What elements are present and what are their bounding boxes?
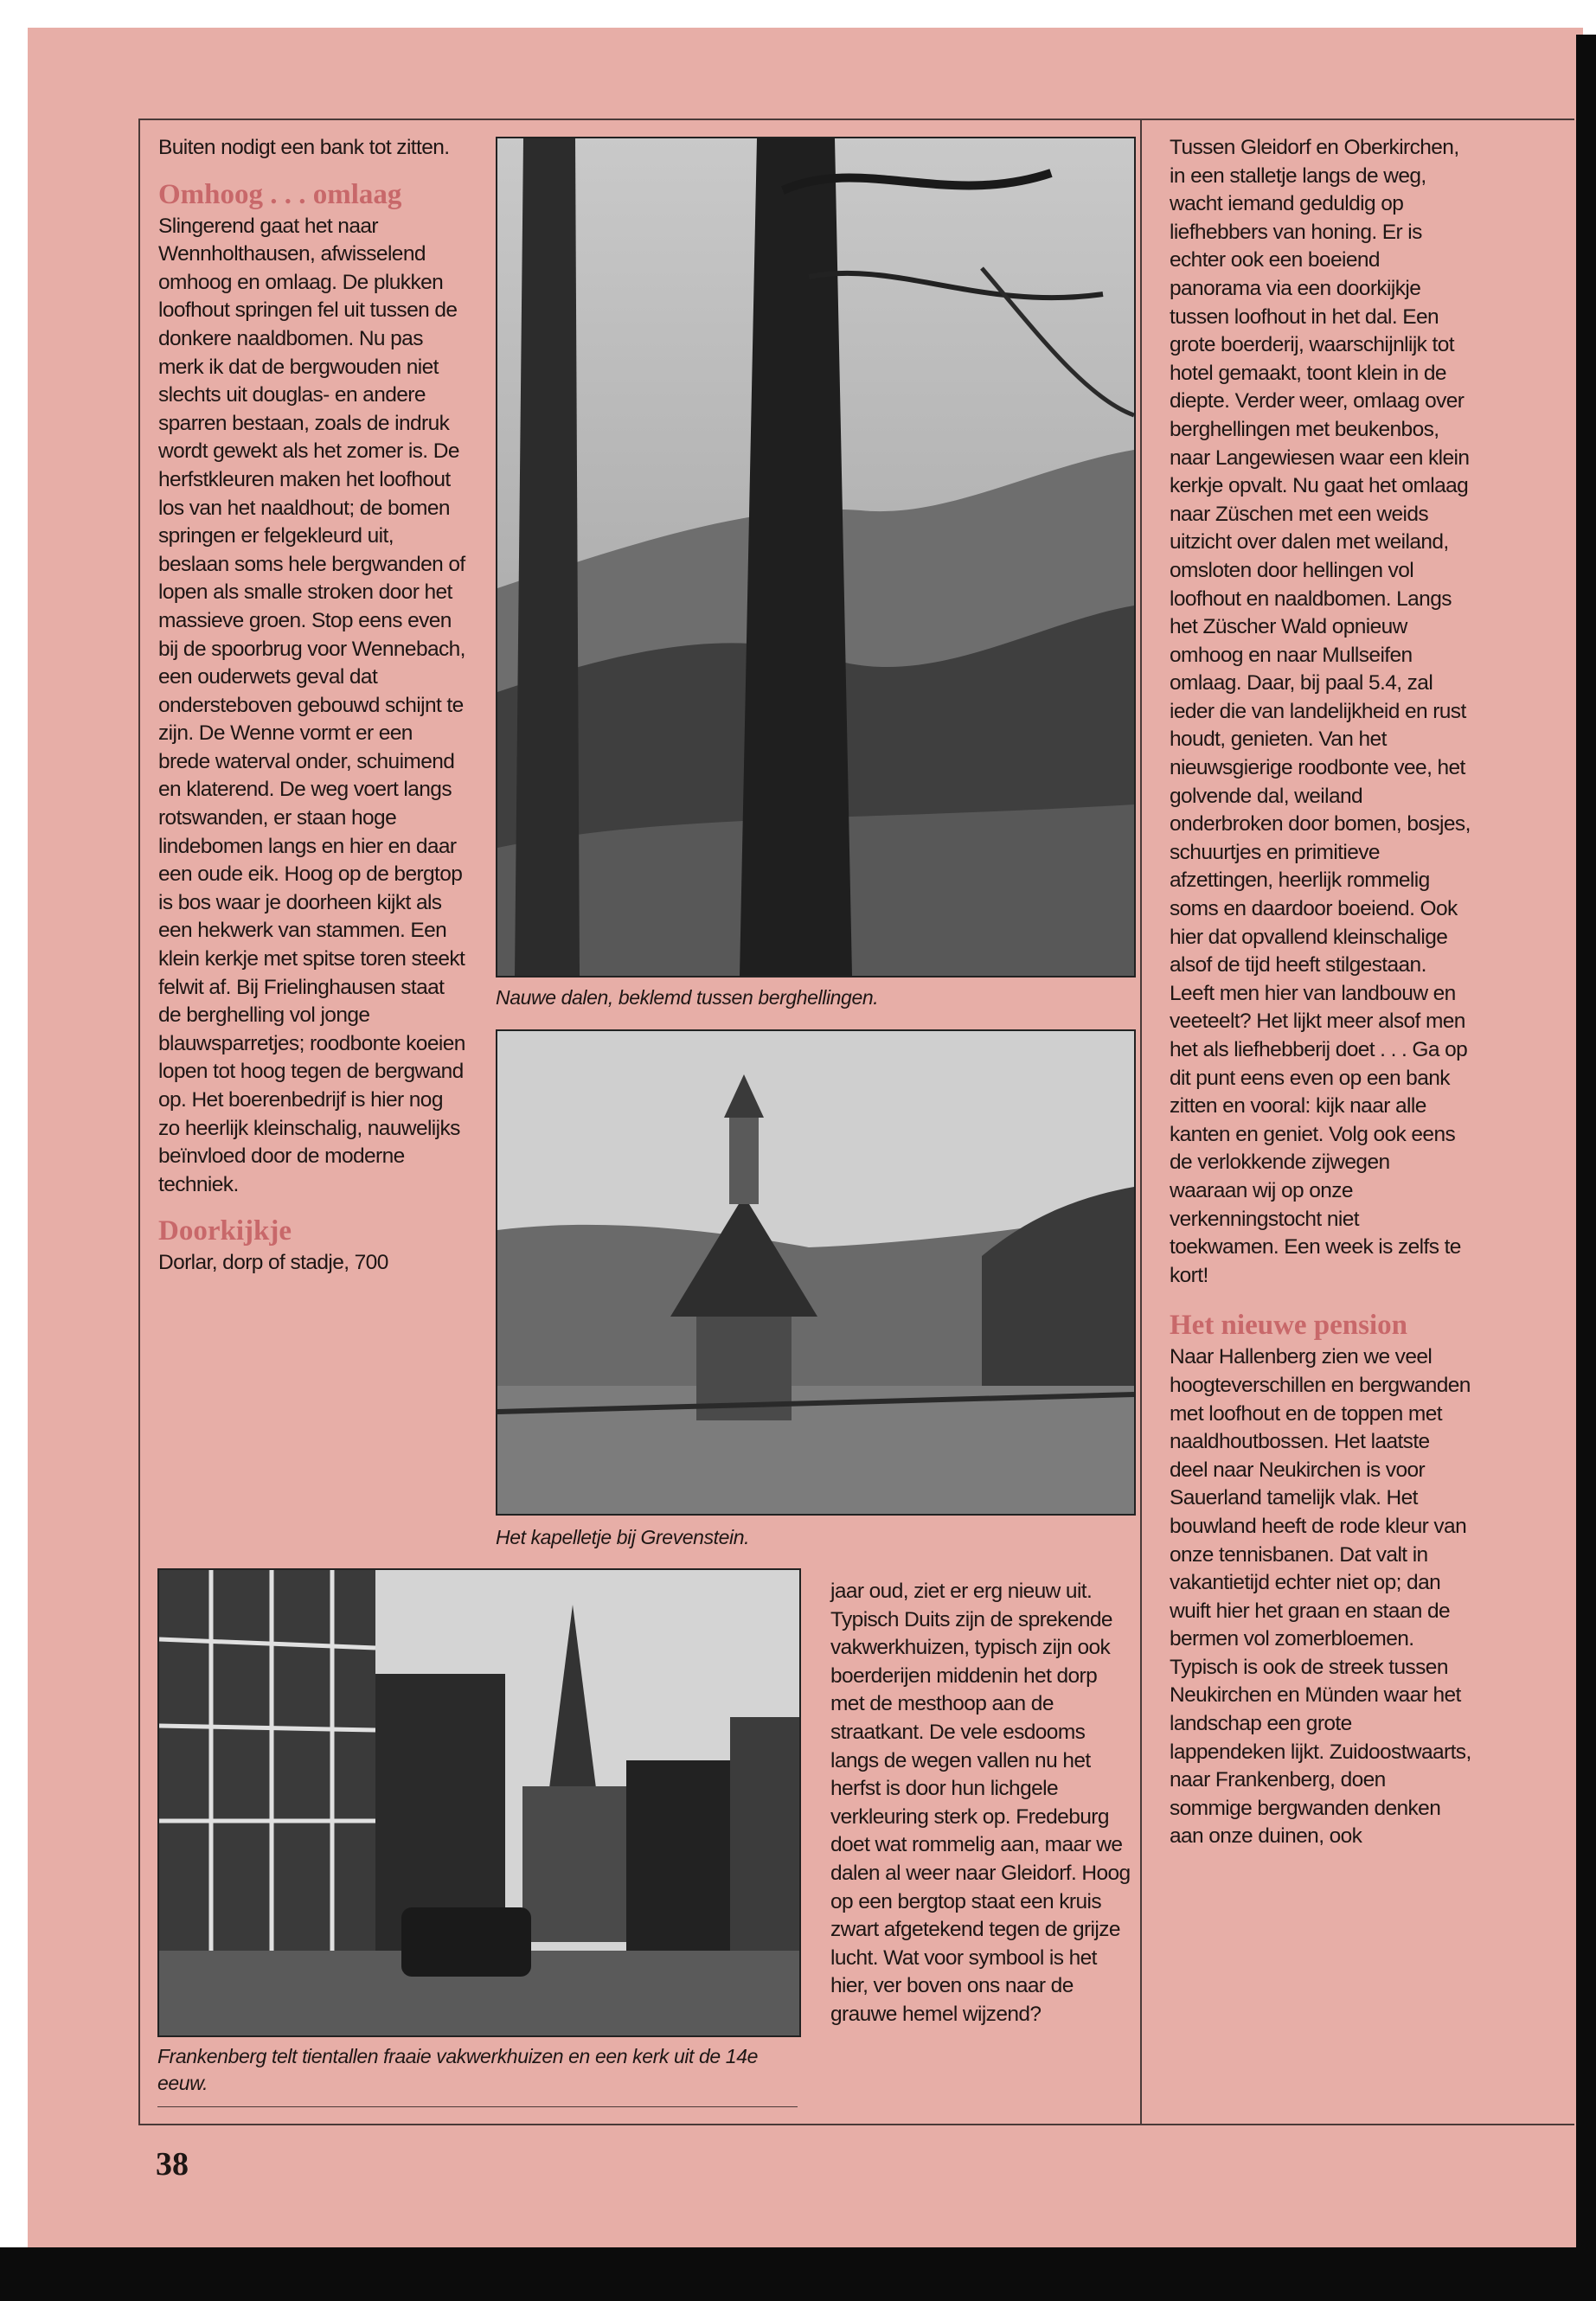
caption-photo-chapel: Het kapelletje bij Grevenstein. [496, 1526, 750, 1548]
right-rule [1140, 119, 1142, 2124]
body-text-1: Slingerend gaat het naar Wennholthausen, afwisselend omhoog en omlaag. De plukken loofhout springen fel uit tussen de donkere naaldbomen. Nu pas merk ik dat de bergwouden niet slechts uit douglas- en andere sparren bestaan, zoals de indruk wordt gewekt als het zomer is. De herfstkleuren maken het loofhout los van het naaldhout; de bomen springen er felgekleurd uit, beslaan soms hele bergwanden of lopen als smalle stroken door het massieve groen. Stop eens even bij de spoorbrug voor Wennebach, een ouderwets geval dat ondersteboven gebouwd schijnt te zijn. De Wenne vormt er een brede waterval onder, schuimend en klaterend. De weg voert langs rotswanden, er staan hoge lindebomen langs en hier en daar een oude eik. Hoog op de bergtop is bos waar je doorheen kijkt als een hekwerk van stammen. Een klein kerkje met spitse toren steekt felwit af. Bij Frielinghausen staat de berghelling vol jonge blauwsparretjes; roodbonte koeien lopen tot hoog tegen de bergwand op. Het boerenbedrijf is hier nog zo heerlijk kleinschalig, nauwelijks beïnvloed door de moderne techniek. [158, 214, 465, 1196]
page-number: 38 [156, 2146, 189, 2182]
top-rule [138, 119, 1574, 120]
caption-photo-forest: Nauwe dalen, beklemd tussen berghellingen. [496, 986, 879, 1009]
scan-edge-bottom [0, 2247, 1596, 2301]
heading-omhoog: Omhoog . . . omlaag [158, 178, 402, 210]
photo-forest-valley [496, 137, 1136, 977]
column-right [1170, 134, 1472, 1851]
caption-underline [157, 2106, 798, 2107]
bottom-rule [138, 2124, 1574, 2125]
body-text-middle: jaar oud, ziet er erg nieuw uit. Typisch Duits zijn de sprekende vakwerkhuizen, typisch zijn ook boerderijen middenin het dorp met de mesthoop aan de straatkant. De vele esdooms langs de wegen vallen nu het herfst is door hun lichgele verkleuring sterk op. Fredeburg doet wat rommelig aan, maar we dalen al weer naar Gleidorf. Hoog op een bergtop staat een kruis zwart afgetekend tegen de grijze lucht. Wat voor symbool is het hier, ver boven ons naar de grauwe hemel wijzend? [830, 1580, 1131, 2026]
column-left [158, 134, 465, 1278]
photo-frankenberg-street [157, 1568, 801, 2037]
body-text-2: Dorlar, dorp of stadje, 700 [158, 1251, 388, 1275]
scan-edge-right [1576, 35, 1596, 2301]
intro-text: Buiten nodigt een bank tot zitten. [158, 136, 450, 159]
body-text-right-1: Tussen Gleidorf en Oberkirchen, in een stalletje langs de weg, wacht iemand geduldig op liefhebbers van honing. Er is echter ook een boeiend panorama via een doorkijkje tussen loofhout in het dal. Een grote boerderij, waarschijnlijk tot hotel gemaakt, toont klein in de diepte. Verder weer, omlaag over berghellingen met beukenbos, naar Langewiesen waar een klein kerkje opvalt. Nu gaat het omlaag naar Züschen met een weids uitzicht over dalen met weiland, omsloten door hellingen vol loofhout en naaldbomen. Langs het Züscher Wald opnieuw omhoog en naar Mullseifen omlaag. Daar, bij paal 5.4, zal ieder die van landelijkheid en rust houdt, genieten. Van het nieuwsgierige roodbonte vee, het golvende dal, weiland onderbroken door bomen, bosjes, schuurtjes en primitieve afzettingen, heerlijk rommelig soms en daardoor boeiend. Ook hier dat opvallend kleinschalige alsof de tijd heeft stilgestaan. Leeft men hier van landbouw en veeteelt? Het lijkt meer alsof men het als liefhebberij doet . . . Ga op dit punt eens even op een bank zitten en vooral: kijk naar alle kanten en geniet. Volg ook eens de verlokkende zijwegen waaraan wij op onze verkenningstocht niet toekwamen. Een week is zelfs te kort! [1170, 136, 1471, 1287]
body-text-right-2: Naar Hallenberg zien we veel hoogteverschillen en bergwanden met loofhout en de toppen met naaldhoutbossen. Het laatste deel naar Neukirchen is voor Sauerland tamelijk vlak. Het bouwland heeft de rode kleur van onze tennisbanen. Dat valt in vakantietijd echter niet op; dan wuift hier het graan en staan de bermen vol zomerbloemen. Typisch is ook de streek tussen Neukirchen en Münden waar het landschap een grote lappendeken lijkt. Zuidoostwaarts, naar Frankenberg, doen sommige bergwanden denken aan onze duinen, ook [1170, 1345, 1471, 1849]
heading-pension: Het nieuwe pension [1170, 1310, 1408, 1342]
heading-doorkijkje: Doorkijkje [158, 1215, 292, 1247]
photo-chapel [496, 1029, 1136, 1516]
column-middle-bottom [830, 1578, 1133, 2029]
left-rule [138, 119, 140, 2125]
caption-photo-frankenberg: Frankenberg telt tientallen fraaie vakwerkhuizen en een kerk uit de 14e eeuw. [157, 2045, 758, 2094]
